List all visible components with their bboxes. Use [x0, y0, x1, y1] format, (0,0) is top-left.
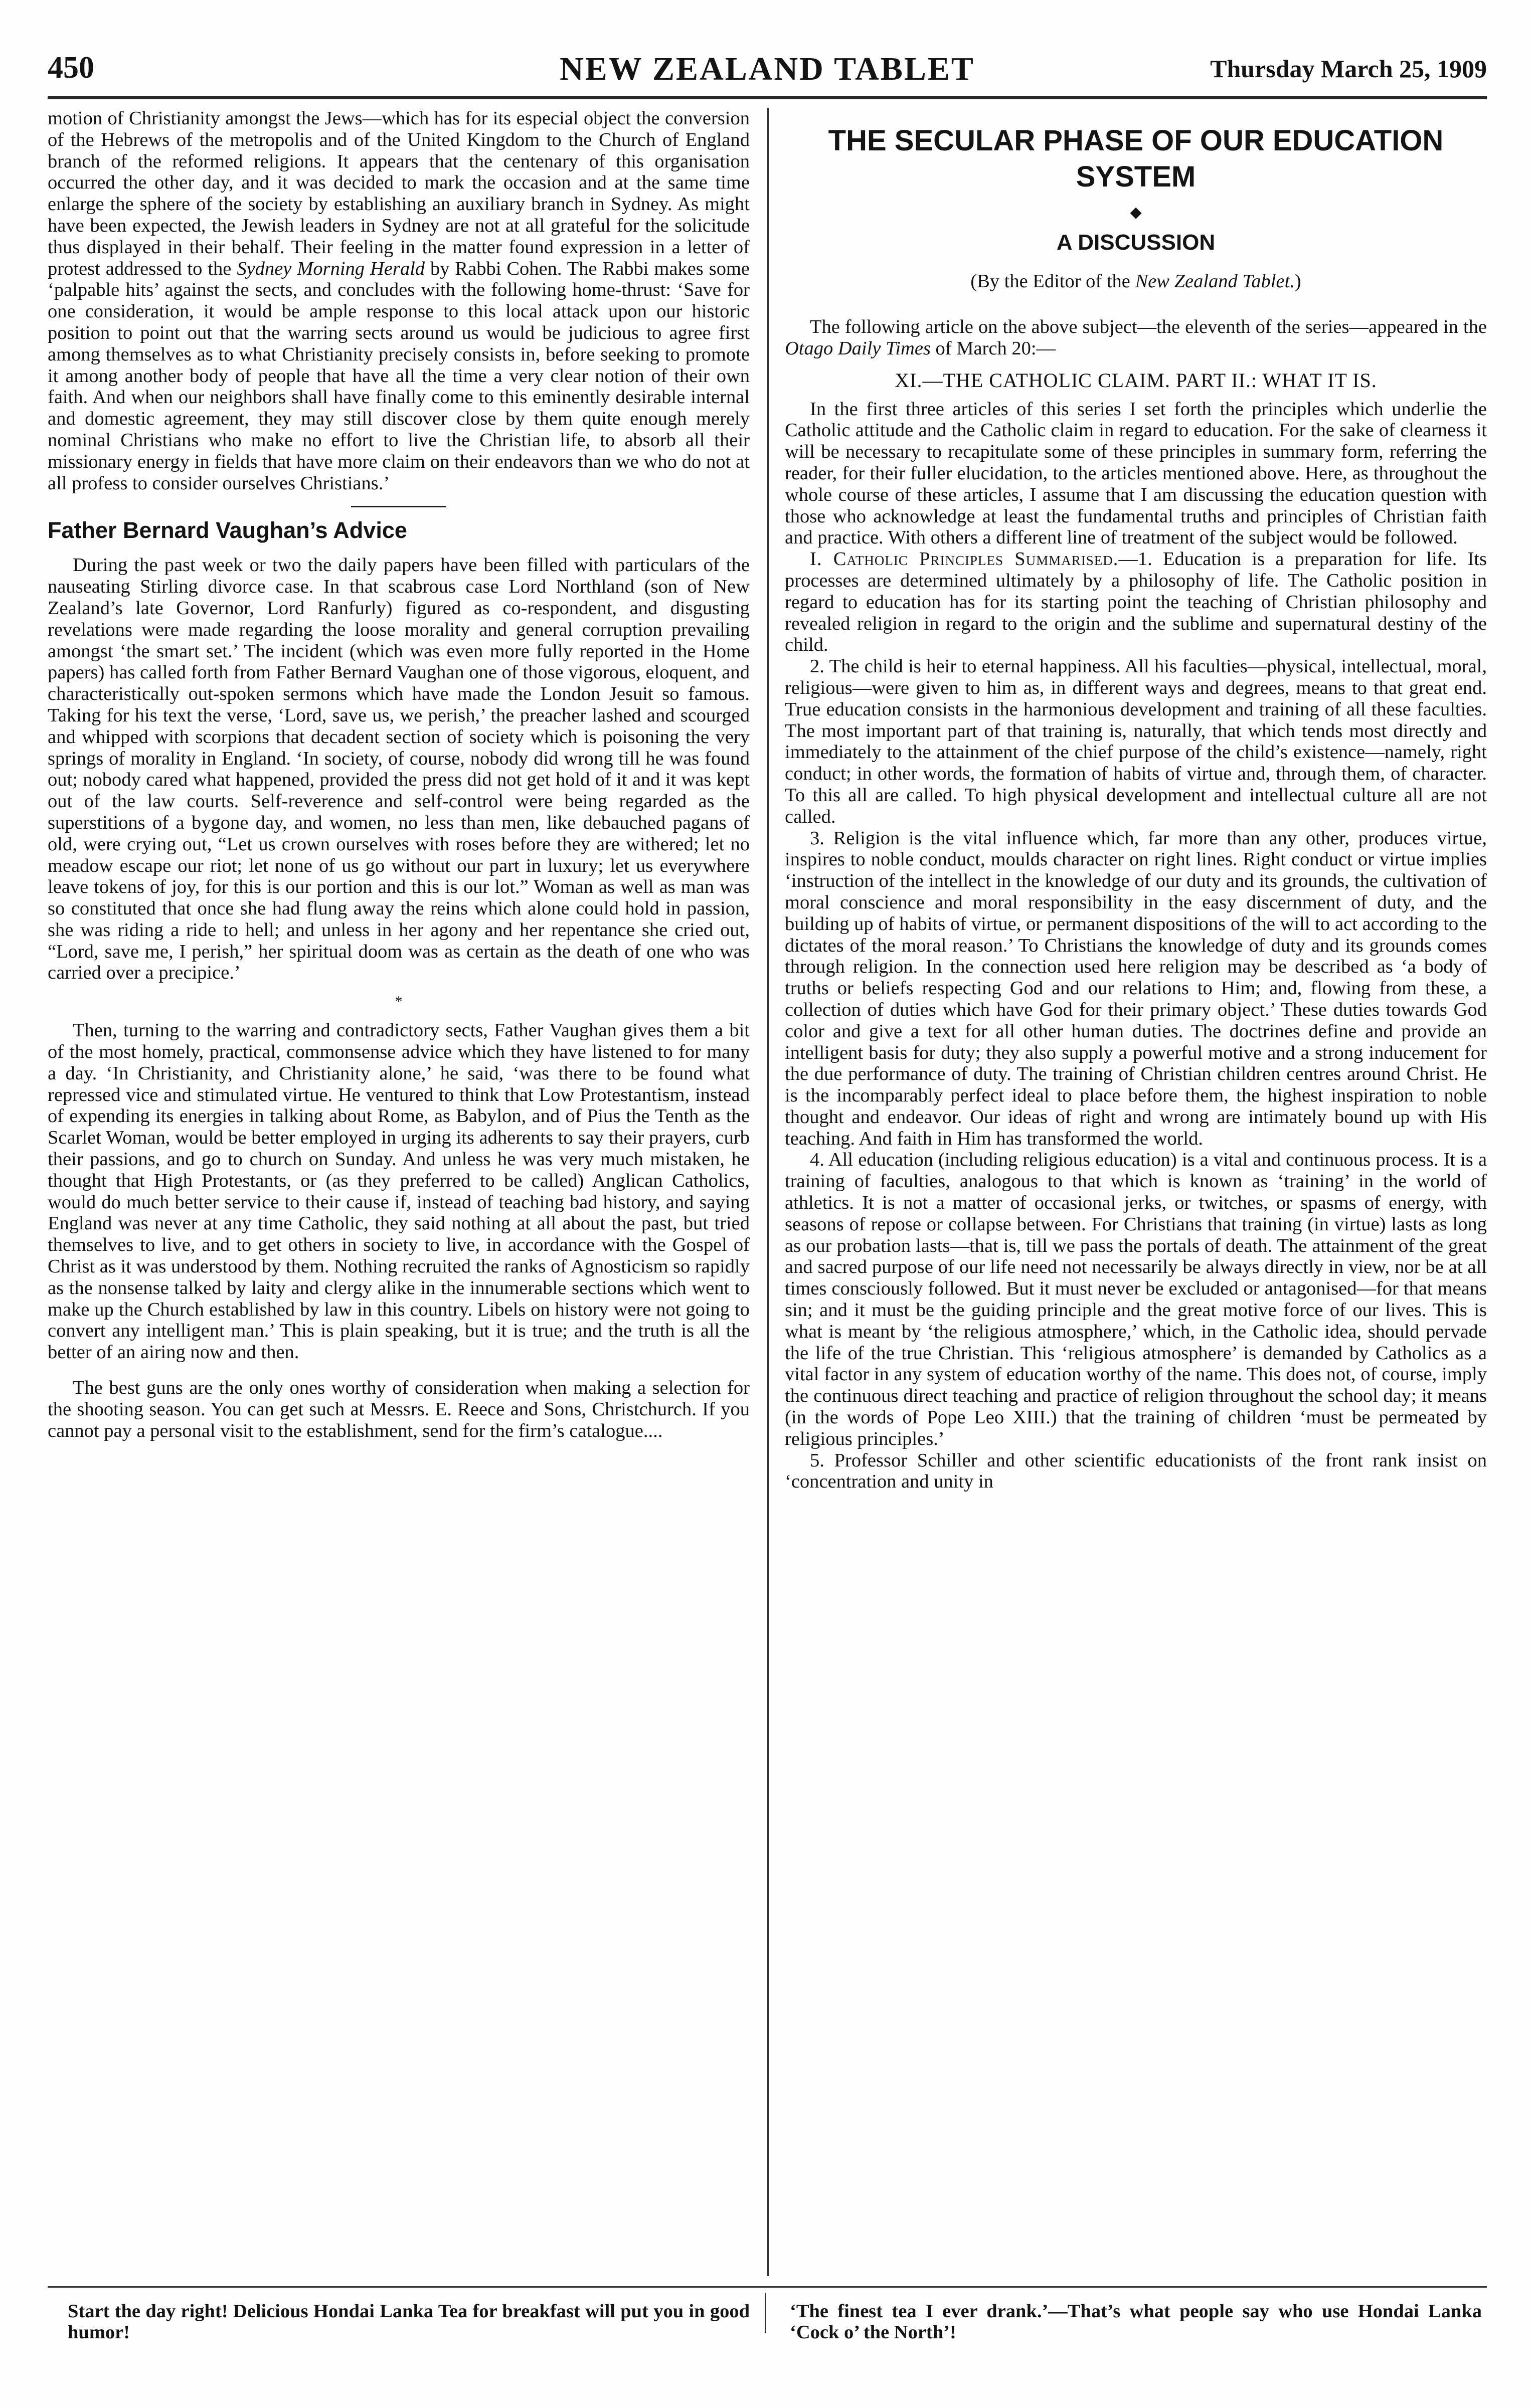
subheading-vaughan: Father Bernard Vaughan’s Advice — [48, 517, 407, 543]
paragraph-principle-3: 3. Religion is the vital influence which, far more than any other, produces virtue, inspires to noble conduct, moulds character on right lines. Right conduct or virtue implies ‘instruction of the intellect in the knowledge of our duty and its grounds, the cultivation of moral conscience and moral responsibility in the easy discernment of duty, and the building up of habits of virtue, or permanent dispositions of the will to act according to the dictates of the moral reason.’ To Christians the knowledge of duty and its grounds comes through religion. In the connection used here religion may be described as ‘a body of truths or beliefs respecting God and our relations to Him; and, flowing from these, a collection of duties which have God for their primary object.’ These duties towards God color and give a text for all other human duties. The doctrines define and provide an intelligent basis for duty; they also supply a powerful motive and a strong inducement for the due performance of duty. The training of Christian children centres around Christ. He is the incomparably perfect ideal to place before them, the highest inspiration to noble thought and endeavor. Our ideas of right and wrong are intimately bound up with His teaching. And faith in Him has transformed the world. — [785, 827, 1487, 1149]
paragraph-vaughan-sermon: During the past week or two the daily papers have been filled with particulars of the nauseating Stirling divorce case. In that scabrous case Lord Northland (son of New Zealand’s late Governor, Lord Ranfurly) figured as co-respondent, and disgusting revelations were made regarding the loose morality and general corruption prevailing amongst ‘the smart set.’ The incident (which was even more fully reported in the Home papers) has called forth from Father Bernard Vaughan one of those vigorous, eloquent, and characteristically out-spoken sermons which have made the London Jesuit so famous. Taking for his text the verse, ‘Lord, save us, we perish,’ the preacher lashed and scourged and whipped with scorpions that decadent section of society which is poisoning the very springs of morality in England. ‘In society, of course, nobody did wrong till he was found out; nobody cared what happened, provided the press did not get hold of it and it was kept out of the law courts. Self-reverence and self-control were being regarded as the superstitions of a bygone day, and women, no less than men, like debauched pagans of old, were crying out, “Let us crown ourselves with roses before they are withered; let no meadow escape our riot; let none of us go without our part in luxury; let us everywhere leave tokens of joy, for this is our portion and this is our lot.” Woman as well as man was so constituted that once she had flung away the reins which alone could hold in passion, she was riding a ride to hell; and unless in her agony and her repentance she cried out, “Lord, save me, I perish,” her spiritual doom was as certain as the death of one who was carried over a precipice.’ — [48, 554, 750, 984]
intro-paragraph: The following article on the above subject—the eleventh of the series—appeared in the Otago Daily Times of March 20:— — [785, 316, 1487, 359]
article-continuation: motion of Christianity amongst the Jews—which has for its especial object the conversion of the Hebrews of the metropolis and of the United Kingdom to the Church of England branch of the reformed religions. It appears that the centenary of this organisation occurred the other day, and it was decided to mark the occasion and at the same time enlarge the sphere of the society by establishing an auxiliary branch in Sydney. As might have been expected, the Jewish leaders in Sydney are not at all grateful for the solicitude thus displayed in their behalf. Their feeling in the matter found expression in a letter of protest addressed to the Sydney Morning Herald by Rabbi Cohen. The Rabbi makes some ‘palpable hits’ against the sects, and concludes with the following home-thrust: ‘Save for one consideration, it would be ample response to this local attack upon our historic position to point out that the warring sects around us would be judicious to agree first among themselves as to what Christianity precisely consists in, before seeking to promote it among another body of people that have all the time a very clear notion of their own faith. And when our neighbors shall have finally come to this eminently desirable internal and domestic agreement, they may still discover close by them quite enough merely nominal Christians who make no effort to live the Christian life, to absorb all their missionary energy in fields that have more claim on their endeavors than we who do not at all profess to consider ourselves Christians.’ — [48, 108, 750, 494]
paragraph-principle-5: 5. Professor Schiller and other scientific educationists of the front rank insist on ‘concentration and unity in — [785, 1449, 1487, 1493]
paragraph-guns-notice: The best guns are the only ones worthy of consideration when making a selection for the shooting season. You can get such at Messrs. E. Reece and Sons, Christchurch. If you cannot pay a personal visit to the establishment, send for the firm’s catalogue.... — [48, 1377, 750, 1441]
newspaper-name: NEW ZEALAND TABLET — [560, 51, 975, 87]
paragraph-vaughan-advice: Then, turning to the warring and contradictory sects, Father Vaughan gives them a bit of the most homely, practical, commonsense advice which they have listened to for many a day. ‘In Christianity, and Christianity alone,’ he said, ‘was there to be found what repressed vice and stimulated virtue. He ventured to think that Low Protestantism, instead of expending its energies in talking about Rome, as Babylon, and of Pius the Tenth as the Scarlet Woman, would be better employed in urging its adherents to say their prayers, curb their passions, and go to church on Sunday. And unless he was very much mistaken, he thought that High Protestants, or (as they preferred to be called) Anglican Catholics, would do much better service to their cause if, instead of teaching bad history, and saying England was never at any time Catholic, they said nothing at all about the past, but tried themselves to live, and to get others in society to live, in accordance with the Gospel of Christ as it was understood by them. Nothing recruited the ranks of Agnosticism so rapidly as the nonsense talked by laity and clergy alike in the innumerable sections which went to make up the Church established by law in this country. Libels on history were not going to convert any intelligent man.’ This is plain speaking, but it is true; and the truth is all the better of an airing now and then. — [48, 1020, 750, 1363]
paragraph-principle-4: 4. All education (including religious education) is a vital and continuous process. It is a training of faculties, analogous to that which is known as ‘training’ in the world of athletics. It is not a matter of occasional jerks, or twitches, or spasms of energy, with seasons of repose or collapse between. For Christians that training (in virtue) lasts as long as our probation lasts—that is, till we pass the portals of death. The attainment of the great and sacred purpose of our life need not necessarily be always directly in view, nor be at all times consciously followed. But it must never be excluded or antagonised—for that means sin; and it must be the guiding principle and the great motive force of our lives. This is what is meant by ‘the religious atmosphere,’ which, in the Catholic idea, should pervade the life of the true Christian. This ‘religious atmosphere’ is demanded by Catholics as a vital factor in any system of education worthy of the name. This does not, of course, imply the continuous direct teaching and practice of religion throughout the school day; it means (in the words of Pope Leo XIII.) that the training of children ‘must be permeated by religious principles.’ — [785, 1149, 1487, 1449]
footer-ads — [48, 2286, 1487, 2343]
byline: (By the Editor of the New Zealand Tablet.) — [970, 271, 1301, 292]
separator-star: * — [395, 993, 403, 1010]
issue-date: Thursday March 25, 1909 — [1210, 55, 1487, 83]
newspaper-reference: Sydney Morning Herald — [237, 258, 425, 279]
section-rule — [351, 506, 446, 507]
article-subtitle: A DISCUSSION — [1056, 230, 1216, 255]
section-title: XI.—THE CATHOLIC CLAIM. PART II.: WHAT IT IS. — [895, 368, 1377, 392]
tea-ad-left: Start the day right! Delicious Hondai Lanka Tea for breakfast will put you in good humor! — [68, 2301, 750, 2343]
header-rule — [48, 96, 1487, 99]
left-column — [48, 108, 750, 1441]
column-divider — [767, 108, 769, 2276]
paragraph-principle-2: 2. The child is heir to eternal happiness. All his faculties—physical, intellectual, moral, religious—were given to him as, in different ways and degrees, means to that great end. True education consists in the harmonious development and training of all these faculties. The most important part of that training is, naturally, that which tends most directly and immediately to the attainment of the chief purpose of the child’s existence—namely, right conduct; in other words, the formation of habits of virtue and, through them, of character. To this all are called. To high physical development and intellectual culture all are not called. — [785, 656, 1487, 827]
tea-ad-right: ‘The finest tea I ever drank.’—That’s what people say who use Hondai Lanka ‘Cock o’ the North’! — [790, 2301, 1482, 2343]
paragraph-first-three: In the first three articles of this series I set forth the principles which underlie the Catholic attitude and the Catholic claim in regard to education. For the sake of clearness it will be necessary to recapitulate some of these principles in summary form, referring the reader, for their fuller elucidation, to the articles mentioned above. Here, as throughout the whole course of these articles, I assume that I am discussing the education question with those who acknowledge at least the fundamental truths and principles of Christian faith and practice. With others a different line of treatment of the subject would be followed. — [785, 398, 1487, 548]
page-header — [48, 50, 1487, 95]
page-number: 450 — [48, 51, 94, 85]
ad-divider — [765, 2293, 766, 2333]
article-title: THE SECULAR PHASE OF OUR EDUCATION SYSTEM — [828, 124, 1444, 193]
paragraph-principle-1: I. Catholic Principles Summarised.—1. Education is a preparation for life. Its processes are determined ultimately by a philosophy of life. The Catholic position in regard to education has for its starting point the teaching of Christian philosophy and revealed religion in regard to the origin and the sublime and supernatural destiny of the child. — [785, 548, 1487, 656]
diamond-ornament: ◆ — [1130, 204, 1142, 221]
right-column — [785, 108, 1487, 1493]
